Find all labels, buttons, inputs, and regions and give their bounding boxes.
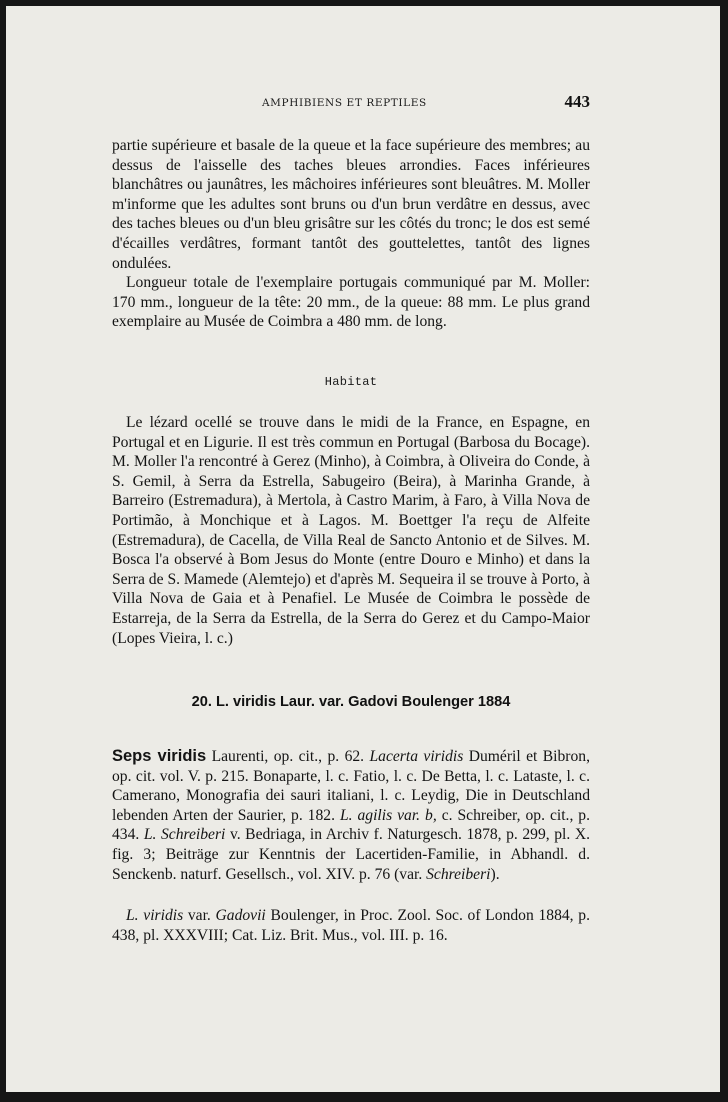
synonymy-paragraph-2 [112,906,590,945]
synonym-lead-term: Seps viridis [112,747,207,765]
measurements-text: Longueur totale de l'exemplaire portugais communiqué par M. Moller: 170 mm., longueur de la tête: 20 mm., de la queue: 88 mm. Le plus grand exemplaire au Musée de Coimbra a 480 mm. de long. [112,274,590,331]
synonymy-fragment: Duméril et Bibron, op. cit. vol. V. p. 215. Bonaparte, l. c. Fatio, l. c. De Betta, l. c. Lataste, l. c. Camerano, Monografia dei sauri italiani, l. c. Leydig, Die in Deutschland lebenden Arten der Saurier, p. 182. [112,748,590,824]
description-paragraph [112,136,590,273]
synonymy-fragment: Boulenger, in Proc. Zool. Soc. of London 1884, p. 438, pl. XXXVIII; Cat. Liz. Brit. Mus., vol. III. p. 16. [112,907,590,944]
synonymy-paragraph-1 [112,747,590,884]
page-number: 443 [564,92,590,111]
habitat-paragraph [112,413,590,648]
page-header [112,92,590,116]
synonym-italic: Schreiberi [426,865,491,883]
synonymy-fragment: var. [183,907,216,924]
synonymy-fragment: c. Schreiber, op. cit., p. 434. [112,806,591,844]
synonymy-text-2 [112,906,590,945]
synonym-italic: L. Schreiberi [143,826,226,844]
synonymy-text-1 [112,747,590,884]
synonymy-fragment: v. Bedriaga, in Archiv f. Naturgesch. 1878, p. 299, pl. X. fig. 3; Beiträge zur Kenntnis der Lacertiden-Familie, in Abhandl. d. Senckenb. naturf. Gesellsch., vol. XIV. p. 76 (var. [112,826,590,883]
species-heading: 20. L. viridis Laur. var. Gadovi Boulenger 1884 [191,694,511,710]
synonym-italic: Lacerta viridis [369,748,464,765]
synonymy-fragment: ). [490,865,500,883]
synonym-italic: Gadovii [215,907,266,924]
description-text: partie supérieure et basale de la queue et la face supérieure des membres; au dessus de l'aisselle des taches bleues arrondies. Faces inférieures blanchâtres ou jaunâtres, les mâchoires inférieures sont bleuâtres. M. Moller m'informe que les adultes sont bruns ou d'un brun verdâtre en dessus, avec des taches bleues ou d'un bleu grisâtre sur les côtés du tronc; le dos est semé d'écailles verdâtres, formant tantôt des gouttelettes, tantôt des lignes ondulées. [112,137,590,272]
habitat-heading: Habitat [324,375,378,389]
habitat-text: Le lézard ocellé se trouve dans le midi de la France, en Espagne, en Portugal et en Ligurie. Il est très commun en Portugal (Barbosa du Bocage). M. Moller l'a rencontré à Gerez (Minho), à Coimbra, à Oliveira do Conde, à S. Gemil, à Serra da Estrella, Sabugeiro (Beira), à Marinha Grande, à Barreiro (Estremadura), à Mertola, à Castro Marim, à Faro, à Villa Nova de Portimão, à Monchique et à Lagos. M. Boettger l'a reçu de Alfeite (Estremadura), de Cacella, de Villa Real de Sancto Antonio et de Silves. M. Bosca l'a observé à Bom Jesus do Monte (entre Douro e Minho) et dans la Serra de S. Mamede (Alemtejo) et d'après M. Sequeira il se trouve à Porto, à Villa Nova de Gaia et à Penafiel. Le Musée de Coimbra le possède de Estarreja, de la Serra da Estrella, de la Serra do Gerez et du Campo-Maior (Lopes Vieira, l. c.) [112,414,590,647]
synonym-italic: L. agilis var. b, [339,806,437,824]
synonymy-fragment: Laurenti, op. cit., p. 62. [206,748,370,765]
measurements-paragraph [112,273,590,332]
synonym-italic: L. viridis [126,907,184,924]
running-title: AMPHIBIENS ET REPTILES [262,97,427,109]
